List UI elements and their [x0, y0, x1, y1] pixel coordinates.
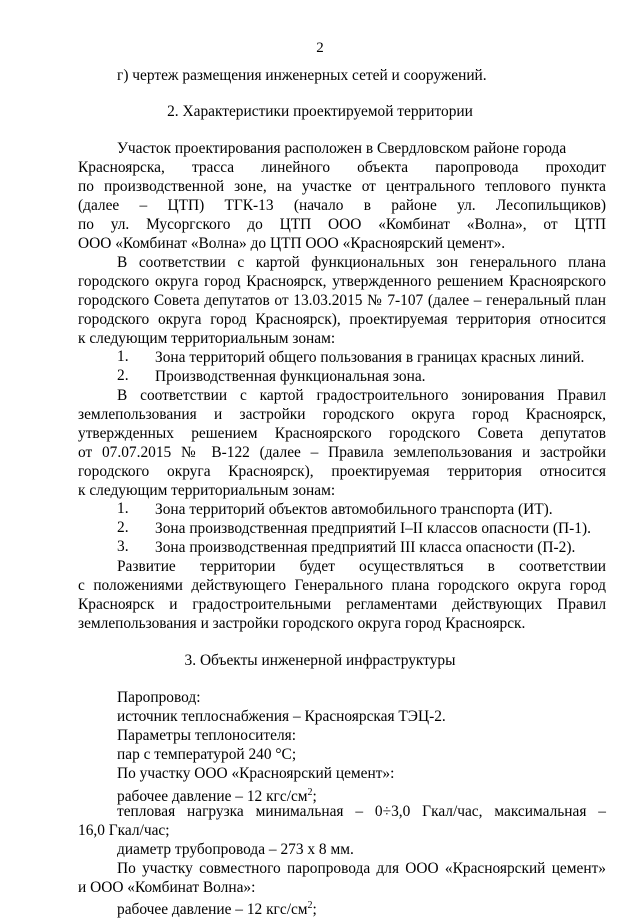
p4-line-3: Красноярск и градостроительными регламентами действующих Правил	[78, 596, 606, 613]
list1-num-2: 2.	[117, 367, 129, 384]
p3-line-1: В соответствии с картой градостроительного зонирования Правил	[117, 387, 606, 404]
s3-steam-pipeline: Паропровод:	[117, 689, 201, 706]
list2-num-1: 1.	[117, 500, 129, 517]
s3-joint-section: По участку совместного паропровода для ООО «Красноярский цемент»	[117, 860, 606, 877]
p1-line-4: (далее – ЦТП) ТГК-13 (начало в районе ул. Лесопильщиков)	[78, 197, 606, 214]
p2-line-4: городского округа город Красноярск), проектируемая территория относится	[78, 311, 606, 328]
p1-line-1: Участок проектирования расположен в Свердловском районе города	[117, 140, 567, 157]
list2-item-2: Зона производственная предприятий I–II классов опасности (П-1).	[155, 520, 591, 537]
p4-line-1: Развитие территории будет осуществляться в соответствии	[117, 558, 606, 575]
list2-num-3: 3.	[117, 538, 129, 555]
list2-item-3: Зона производственная предприятий III класса опасности (П-2).	[155, 539, 576, 556]
p1-line-3: по производственной зоне, на участке от центрального теплового пункта	[78, 178, 606, 195]
p3-line-2: землепользования и застройки городского округа город Красноярск,	[78, 406, 606, 423]
p3-line-4: от 07.07.2015 № В-122 (далее – Правила землепользования и застройки	[78, 444, 606, 461]
p1-line-2: Красноярска, трасса линейного объекта паропровода проходит	[78, 159, 606, 176]
s3-heat-load: тепловая нагрузка минимальная – 0÷3,0 Гкал/час, максимальная –	[117, 803, 606, 820]
s3-heat-load-max: 16,0 Гкал/час;	[78, 822, 170, 839]
p3-line-5: городского округа Красноярск), проектируемая территория относится	[78, 463, 606, 480]
s3-section-cement: По участку ООО «Красноярский цемент»:	[117, 765, 395, 782]
item-g: г) чертеж размещения инженерных сетей и сооружений.	[117, 67, 487, 84]
list1-item-2: Производственная функциональная зона.	[155, 368, 426, 385]
p2-line-2: городского округа город Красноярск, утвержденного решением Красноярского	[78, 273, 606, 290]
list1-num-1: 1.	[117, 348, 129, 365]
p4-line-4: землепользования и застройки городского округа город Красноярск.	[78, 615, 526, 632]
s3-pipe-diameter: диаметр трубопровода – 273 х 8 мм.	[117, 841, 354, 858]
section-2-title: 2. Характеристики проектируемой территории	[167, 103, 473, 120]
p3-line-3: утвержденных решением Красноярского городского Совета депутатов	[78, 425, 606, 442]
s3-pressure-2: рабочее давление – 12 кгс/$см^2$;	[117, 900, 317, 919]
s3-steam-temperature: пар с температурой 240 °С;	[117, 746, 297, 763]
s3-heat-source: источник теплоснабжения – Красноярская ТЭЦ-2.	[117, 708, 446, 725]
p2-line-3: городского Совета депутатов от 13.03.2015 № 7-107 (далее – генеральный план	[78, 292, 606, 309]
list1-item-1: Зона территорий общего пользования в границах красных линий.	[155, 349, 585, 366]
p3-line-6: к следующим территориальным зонам:	[78, 482, 336, 499]
section-3-title: 3. Объекты инженерной инфраструктуры	[184, 652, 456, 669]
s3-params-heading: Параметры теплоносителя:	[117, 727, 296, 744]
list2-num-2: 2.	[117, 519, 129, 536]
p2-line-5: к следующим территориальным зонам:	[78, 330, 336, 347]
p1-line-6: ООО «Комбинат «Волна» до ЦТП ООО «Красноярский цемент».	[78, 235, 506, 252]
s3-joint-section-cont: и ООО «Комбинат Волна»:	[78, 879, 256, 896]
list2-item-1: Зона территорий объектов автомобильного транспорта (ИТ).	[155, 501, 553, 518]
p1-line-5: по ул. Мусоргского до ЦТП ООО «Комбинат «Волна», от ЦТП	[78, 216, 606, 233]
s3-pressure-1: рабочее давление – 12 кгс/$см^2$;	[117, 787, 317, 806]
p2-line-1: В соответствии с картой функциональных зон генерального плана	[117, 254, 606, 271]
page-number: 2	[316, 40, 324, 56]
p4-line-2: с положениями действующего Генерального плана городского округа город	[78, 577, 606, 594]
